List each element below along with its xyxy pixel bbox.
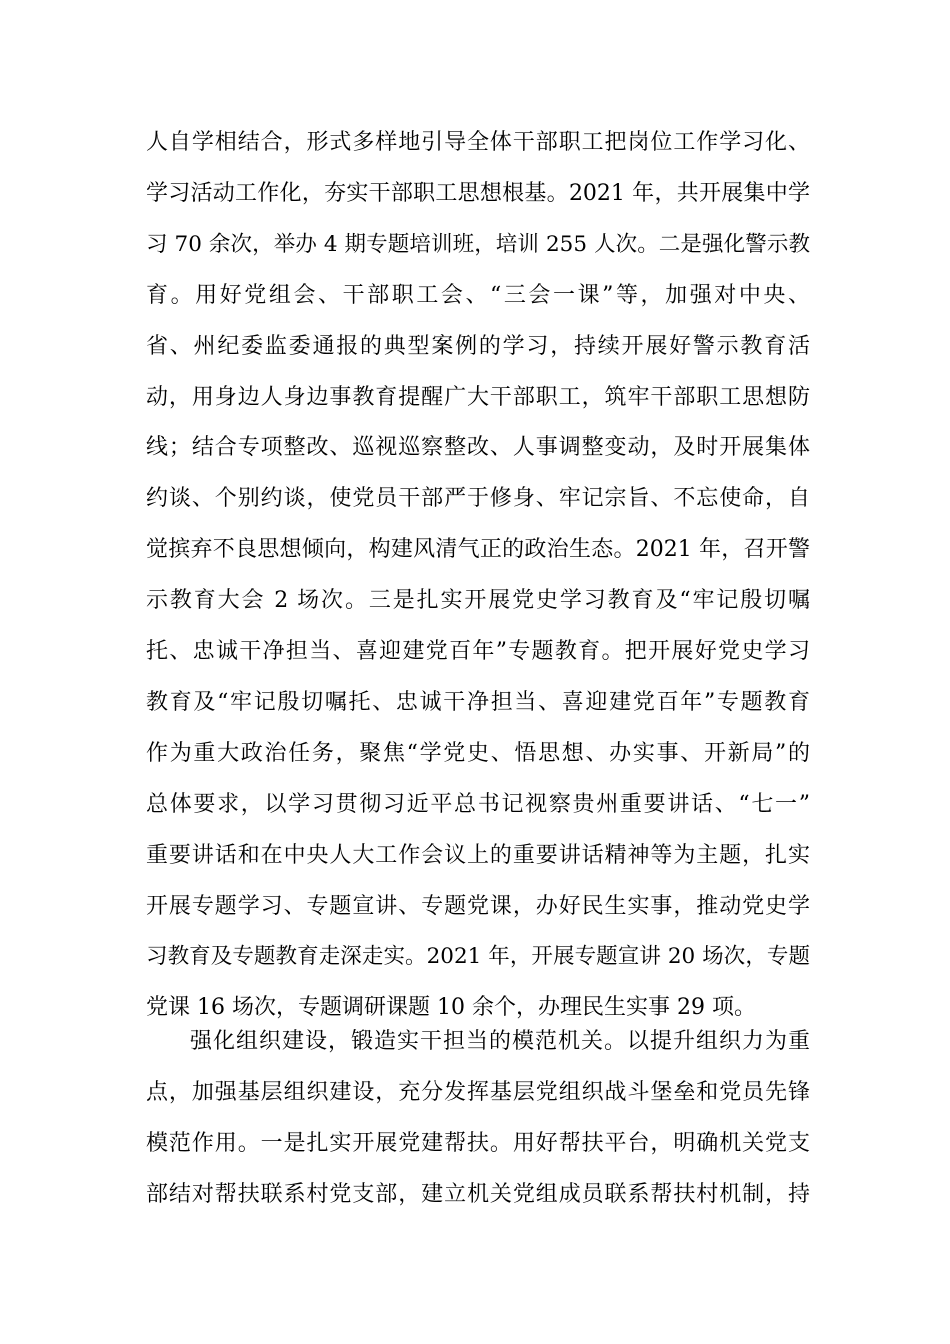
paragraph-line: 育。用好党组会、干部职工会、“三会一课”等，加强对中央、 [146,282,810,308]
paragraph-line: 约谈、个别约谈，使党员干部严于修身、牢记宗旨、不忘使命，自 [146,486,810,512]
paragraph-2 [146,1027,810,1237]
paragraph-line: 强化组织建设，锻造实干担当的模范机关。以提升组织力为重 [190,1029,810,1054]
paragraph-line: 觉摈弃不良思想倾向，构建风清气正的政治生态。2021 年，召开警 [146,537,810,563]
paragraph-line: 习教育及专题教育走深走实。2021 年，开展专题宣讲 20 场次，专题 [146,944,810,970]
paragraph-line: 线；结合专项整改、巡视巡察整改、人事调整变动，及时开展集体 [146,435,810,461]
paragraph-line: 托、忠诚干净担当、喜迎建党百年”专题教育。把开展好党史学习 [146,639,810,664]
paragraph-line: 点，加强基层组织建设，充分发挥基层党组织战斗堡垒和党员先锋 [146,1079,810,1105]
paragraph-line: 学习活动工作化，夯实干部职工思想根基。2021 年，共开展集中学 [146,180,810,206]
paragraph-line: 重要讲话和在中央人大工作会议上的重要讲话精神等为主题，扎实 [146,842,810,868]
paragraph-line: 开展专题学习、专题宣讲、专题党课，办好民生实事，推动党史学 [146,893,810,919]
paragraph-line: 省、州纪委监委通报的典型案例的学习，持续开展好警示教育活 [146,333,810,359]
paragraph-line: 党课 16 场次，专题调研课题 10 余个，办理民生实事 29 项。 [146,995,756,1021]
paragraph-line: 教育及“牢记殷切嘱托、忠诚干净担当、喜迎建党百年”专题教育 [146,689,810,715]
paragraph-line: 作为重大政治任务，聚焦“学党史、悟思想、办实事、开新局”的 [146,740,810,766]
paragraph-line: 示教育大会 2 场次。三是扎实开展党史学习教育及“牢记殷切嘱 [146,588,810,614]
paragraph-1 [146,128,810,1021]
paragraph-line: 习 70 余次，举办 4 期专题培训班，培训 255 人次。二是强化警示教 [146,231,810,257]
paragraph-line: 模范作用。一是扎实开展党建帮扶。用好帮扶平台，明确机关党支 [146,1130,810,1156]
paragraph-line: 动，用身边人身边事教育提醒广大干部职工，筑牢干部职工思想防 [146,384,810,410]
paragraph-line: 部结对帮扶联系村党支部，建立机关党组成员联系帮扶村机制，持 [146,1181,810,1207]
paragraph-line: 人自学相结合，形式多样地引导全体干部职工把岗位工作学习化、 [146,130,810,155]
paragraph-line: 总体要求，以学习贯彻习近平总书记视察贵州重要讲话、“七一” [146,791,810,817]
